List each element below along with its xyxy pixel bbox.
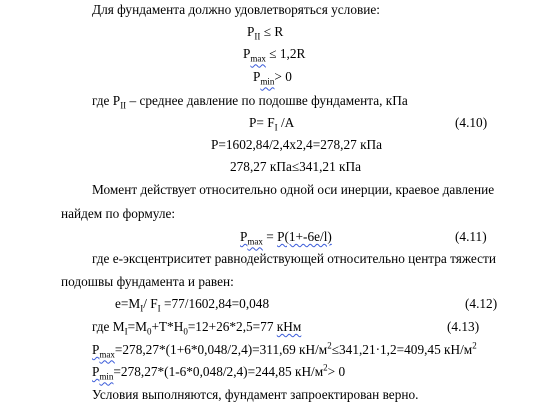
e-sub2: I — [157, 303, 161, 314]
cond2-sub: max — [250, 53, 266, 64]
m-sub3: 0 — [183, 326, 188, 337]
pmax-calculation — [92, 342, 477, 358]
m-sub1: I — [124, 326, 128, 337]
cond2-rest: ≤ 1,2R — [265, 46, 306, 61]
pmax-sub: max — [99, 349, 115, 360]
f410-sub: I — [274, 122, 278, 133]
f411-eq: = — [262, 229, 278, 244]
cond3-rest: > 0 — [274, 69, 292, 84]
f411-symbol: P — [240, 229, 248, 244]
m-sub2: 0 — [146, 326, 152, 337]
pmin-rest: =278,27*(1-6*0,048/2,4)=244,85 кН/м — [113, 364, 324, 379]
cond1-rest: ≤ R — [260, 24, 284, 39]
cond1-symbol: Р — [247, 24, 255, 39]
m-mid2: +T*H — [151, 319, 184, 334]
definition-avg-pressure — [92, 93, 408, 109]
formula-4-13 — [92, 319, 301, 335]
e-mid: / F — [143, 296, 158, 311]
pmax-sup: 2 — [327, 340, 332, 351]
calculation-avg-pressure: P=1602,84/2,4х2,4=278,27 кПа — [211, 137, 383, 152]
where1-sub: II — [120, 100, 127, 111]
conclusion-text: Условия выполняются, фундамент запроектирован верно. — [92, 387, 419, 402]
comparison-avg-pressure: 278,27 кПа≤341,21 кПа — [230, 159, 362, 174]
eccentricity-paragraph-line2: подошвы фундамента и равен: — [61, 274, 234, 289]
e-sub1: I — [140, 303, 144, 314]
f411-sub: max — [247, 236, 263, 247]
pmax-sup2: 2 — [472, 340, 477, 351]
formula-4-10 — [249, 115, 294, 131]
pmin-rest2: > 0 — [327, 364, 346, 379]
pmin-symbol: P — [92, 364, 100, 379]
pmax-rest: =278,27*(1+6*0,048/2,4)=311,69 кН/м — [114, 342, 328, 357]
eccentricity-paragraph-line1: где е-эксцентриситет равнодействующей относительно центра тяжести — [92, 251, 496, 266]
m-mid1: =M — [127, 319, 147, 334]
e-rest: =77/1602,84=0,048 — [160, 296, 270, 311]
f410-right: /A — [277, 115, 295, 130]
pmin-sup: 2 — [323, 362, 328, 373]
where1-text: где Р — [92, 93, 121, 108]
pmin-calculation — [92, 364, 345, 380]
cond3-symbol: P — [253, 69, 261, 84]
e-left: e=M — [115, 296, 141, 311]
intro-paragraph — [92, 2, 380, 18]
moment-paragraph-line2: найдем по формуле: — [61, 206, 176, 221]
condition-max-pressure — [243, 46, 305, 62]
pmax-rest2: ≤341,21·1,2=409,45 кН/м — [331, 342, 473, 357]
formula-4-12 — [115, 296, 269, 312]
m-rest: =12+26*2,5=77 — [187, 319, 277, 334]
m-unit: кНм — [276, 319, 302, 334]
formula-number-4-13: (4.13) — [447, 319, 480, 334]
where1-rest: – среднее давление по подошве фундамента, кПа — [126, 93, 408, 108]
f410-left: Р= F — [249, 115, 275, 130]
condition-avg-pressure — [247, 24, 283, 40]
condition-min-pressure — [253, 69, 292, 85]
pmax-symbol: P — [92, 342, 100, 357]
cond2-symbol: P — [243, 46, 251, 61]
formula-number-4-10: (4.10) — [455, 115, 488, 130]
cond3-sub: min — [260, 76, 275, 87]
formula-number-4-12: (4.12) — [465, 296, 498, 311]
pmin-sub: min — [99, 371, 114, 382]
m-left: где M — [92, 319, 125, 334]
moment-paragraph-line1: Момент действует относительно одной оси инерции, краевое давление — [92, 182, 495, 197]
intro-text: Для фундамента должно удовлетворяться условие: — [92, 2, 380, 17]
formula-number-4-11: (4.11) — [455, 229, 487, 244]
formula-4-11 — [240, 229, 332, 245]
f411-rest: P(1+-6e/l) — [277, 229, 332, 244]
cond1-sub: II — [254, 31, 261, 42]
